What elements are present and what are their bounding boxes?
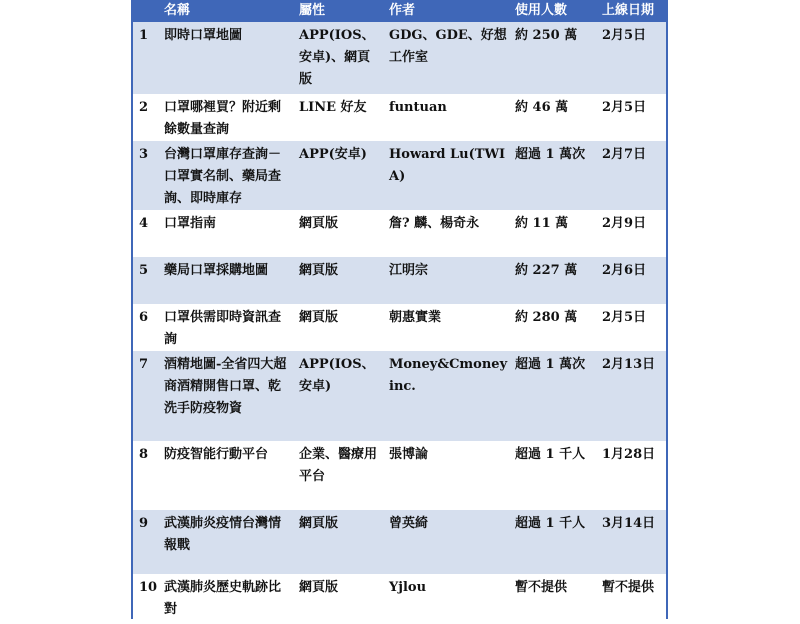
launch-date: 3月14日 [602, 516, 656, 531]
user-count: 約 227 萬 [515, 263, 578, 278]
row-number: 6 [139, 310, 149, 325]
app-author: 張博論 [389, 447, 429, 462]
app-type: 企業、醫療用平台 [299, 447, 378, 484]
row-number: 2 [139, 100, 149, 115]
app-type: 網頁版 [299, 263, 339, 278]
user-count: 超過 1 千人 [515, 447, 586, 462]
row-number: 10 [139, 580, 158, 595]
app-name: 武漢肺炎歷史軌跡比對 [164, 580, 282, 617]
app-author: Howard Lu(TWIA) [389, 147, 506, 184]
launch-date: 2月9日 [602, 216, 647, 231]
row-number: 9 [139, 516, 149, 531]
column-header-name: 名稱 [164, 3, 191, 18]
user-count: 超過 1 千人 [515, 516, 586, 531]
row-number: 1 [139, 28, 149, 43]
table-row [133, 141, 666, 210]
column-header-type: 屬性 [299, 3, 326, 18]
app-name: 防疫智能行動平台 [164, 447, 269, 462]
column-header-users: 使用人數 [515, 3, 568, 18]
app-name: 酒精地圖-全省四大超商酒精開售口罩、乾洗手防疫物資 [164, 357, 287, 416]
column-header-number [133, 0, 160, 22]
launch-date: 暫不提供 [602, 580, 655, 595]
app-type: 網頁版 [299, 216, 339, 231]
launch-date: 2月6日 [602, 263, 647, 278]
app-author: 江明宗 [389, 263, 429, 278]
app-list-table [133, 0, 666, 624]
user-count: 超過 1 萬次 [515, 357, 586, 372]
app-type: APP(IOS、安卓) [299, 357, 375, 394]
table-row [133, 574, 666, 624]
table-row [133, 94, 666, 141]
app-author: Money&Cmoney inc. [389, 357, 508, 394]
row-number: 8 [139, 447, 149, 462]
launch-date: 1月28日 [602, 447, 656, 462]
table-row [133, 257, 666, 304]
row-number: 7 [139, 357, 149, 372]
table-row [133, 304, 666, 351]
app-type: APP(安卓) [299, 147, 367, 162]
app-name: 口罩供需即時資訊查詢 [164, 310, 282, 347]
table-row [133, 22, 666, 94]
table-row [133, 210, 666, 257]
launch-date: 2月5日 [602, 28, 647, 43]
app-type: 網頁版 [299, 516, 339, 531]
user-count: 約 46 萬 [515, 100, 569, 115]
app-author: GDG、GDE、好想工作室 [389, 28, 507, 65]
launch-date: 2月7日 [602, 147, 647, 162]
app-name: 口罩哪裡買？附近剩餘數量查詢 [164, 100, 282, 137]
launch-date: 2月13日 [602, 357, 656, 372]
table-row [133, 441, 666, 510]
app-author: Yjlou [389, 580, 427, 595]
app-author: 朝惠實業 [389, 310, 442, 325]
launch-date: 2月5日 [602, 100, 647, 115]
app-type: 網頁版 [299, 580, 339, 595]
app-name: 口罩指南 [164, 216, 217, 231]
row-number: 4 [139, 216, 149, 231]
app-list-table-container [131, 0, 668, 619]
row-number: 3 [139, 147, 149, 162]
row-number: 5 [139, 263, 149, 278]
app-name: 武漢肺炎疫情台灣情報戰 [164, 516, 282, 553]
app-name: 即時口罩地圖 [164, 28, 243, 43]
user-count: 超過 1 萬次 [515, 147, 586, 162]
table-row [133, 351, 666, 441]
app-author: 曾英綺 [389, 516, 429, 531]
column-header-launch-date: 上線日期 [602, 3, 655, 18]
launch-date: 2月5日 [602, 310, 647, 325]
table-row [133, 510, 666, 574]
app-author: 詹? 麟、楊奇永 [389, 216, 480, 231]
app-name: 藥局口罩採購地圖 [164, 263, 269, 278]
user-count: 暫不提供 [515, 580, 568, 595]
table-header-row [133, 0, 666, 22]
user-count: 約 280 萬 [515, 310, 578, 325]
app-name: 台灣口罩庫存查詢－口罩實名制、藥局查詢、即時庫存 [164, 147, 282, 206]
app-type: 網頁版 [299, 310, 339, 325]
column-header-author: 作者 [389, 3, 416, 18]
app-type: APP(IOS、安卓)、網頁版 [299, 28, 375, 87]
app-author: funtuan [389, 100, 447, 115]
user-count: 約 11 萬 [515, 216, 569, 231]
user-count: 約 250 萬 [515, 28, 578, 43]
app-type: LINE 好友 [299, 100, 367, 115]
